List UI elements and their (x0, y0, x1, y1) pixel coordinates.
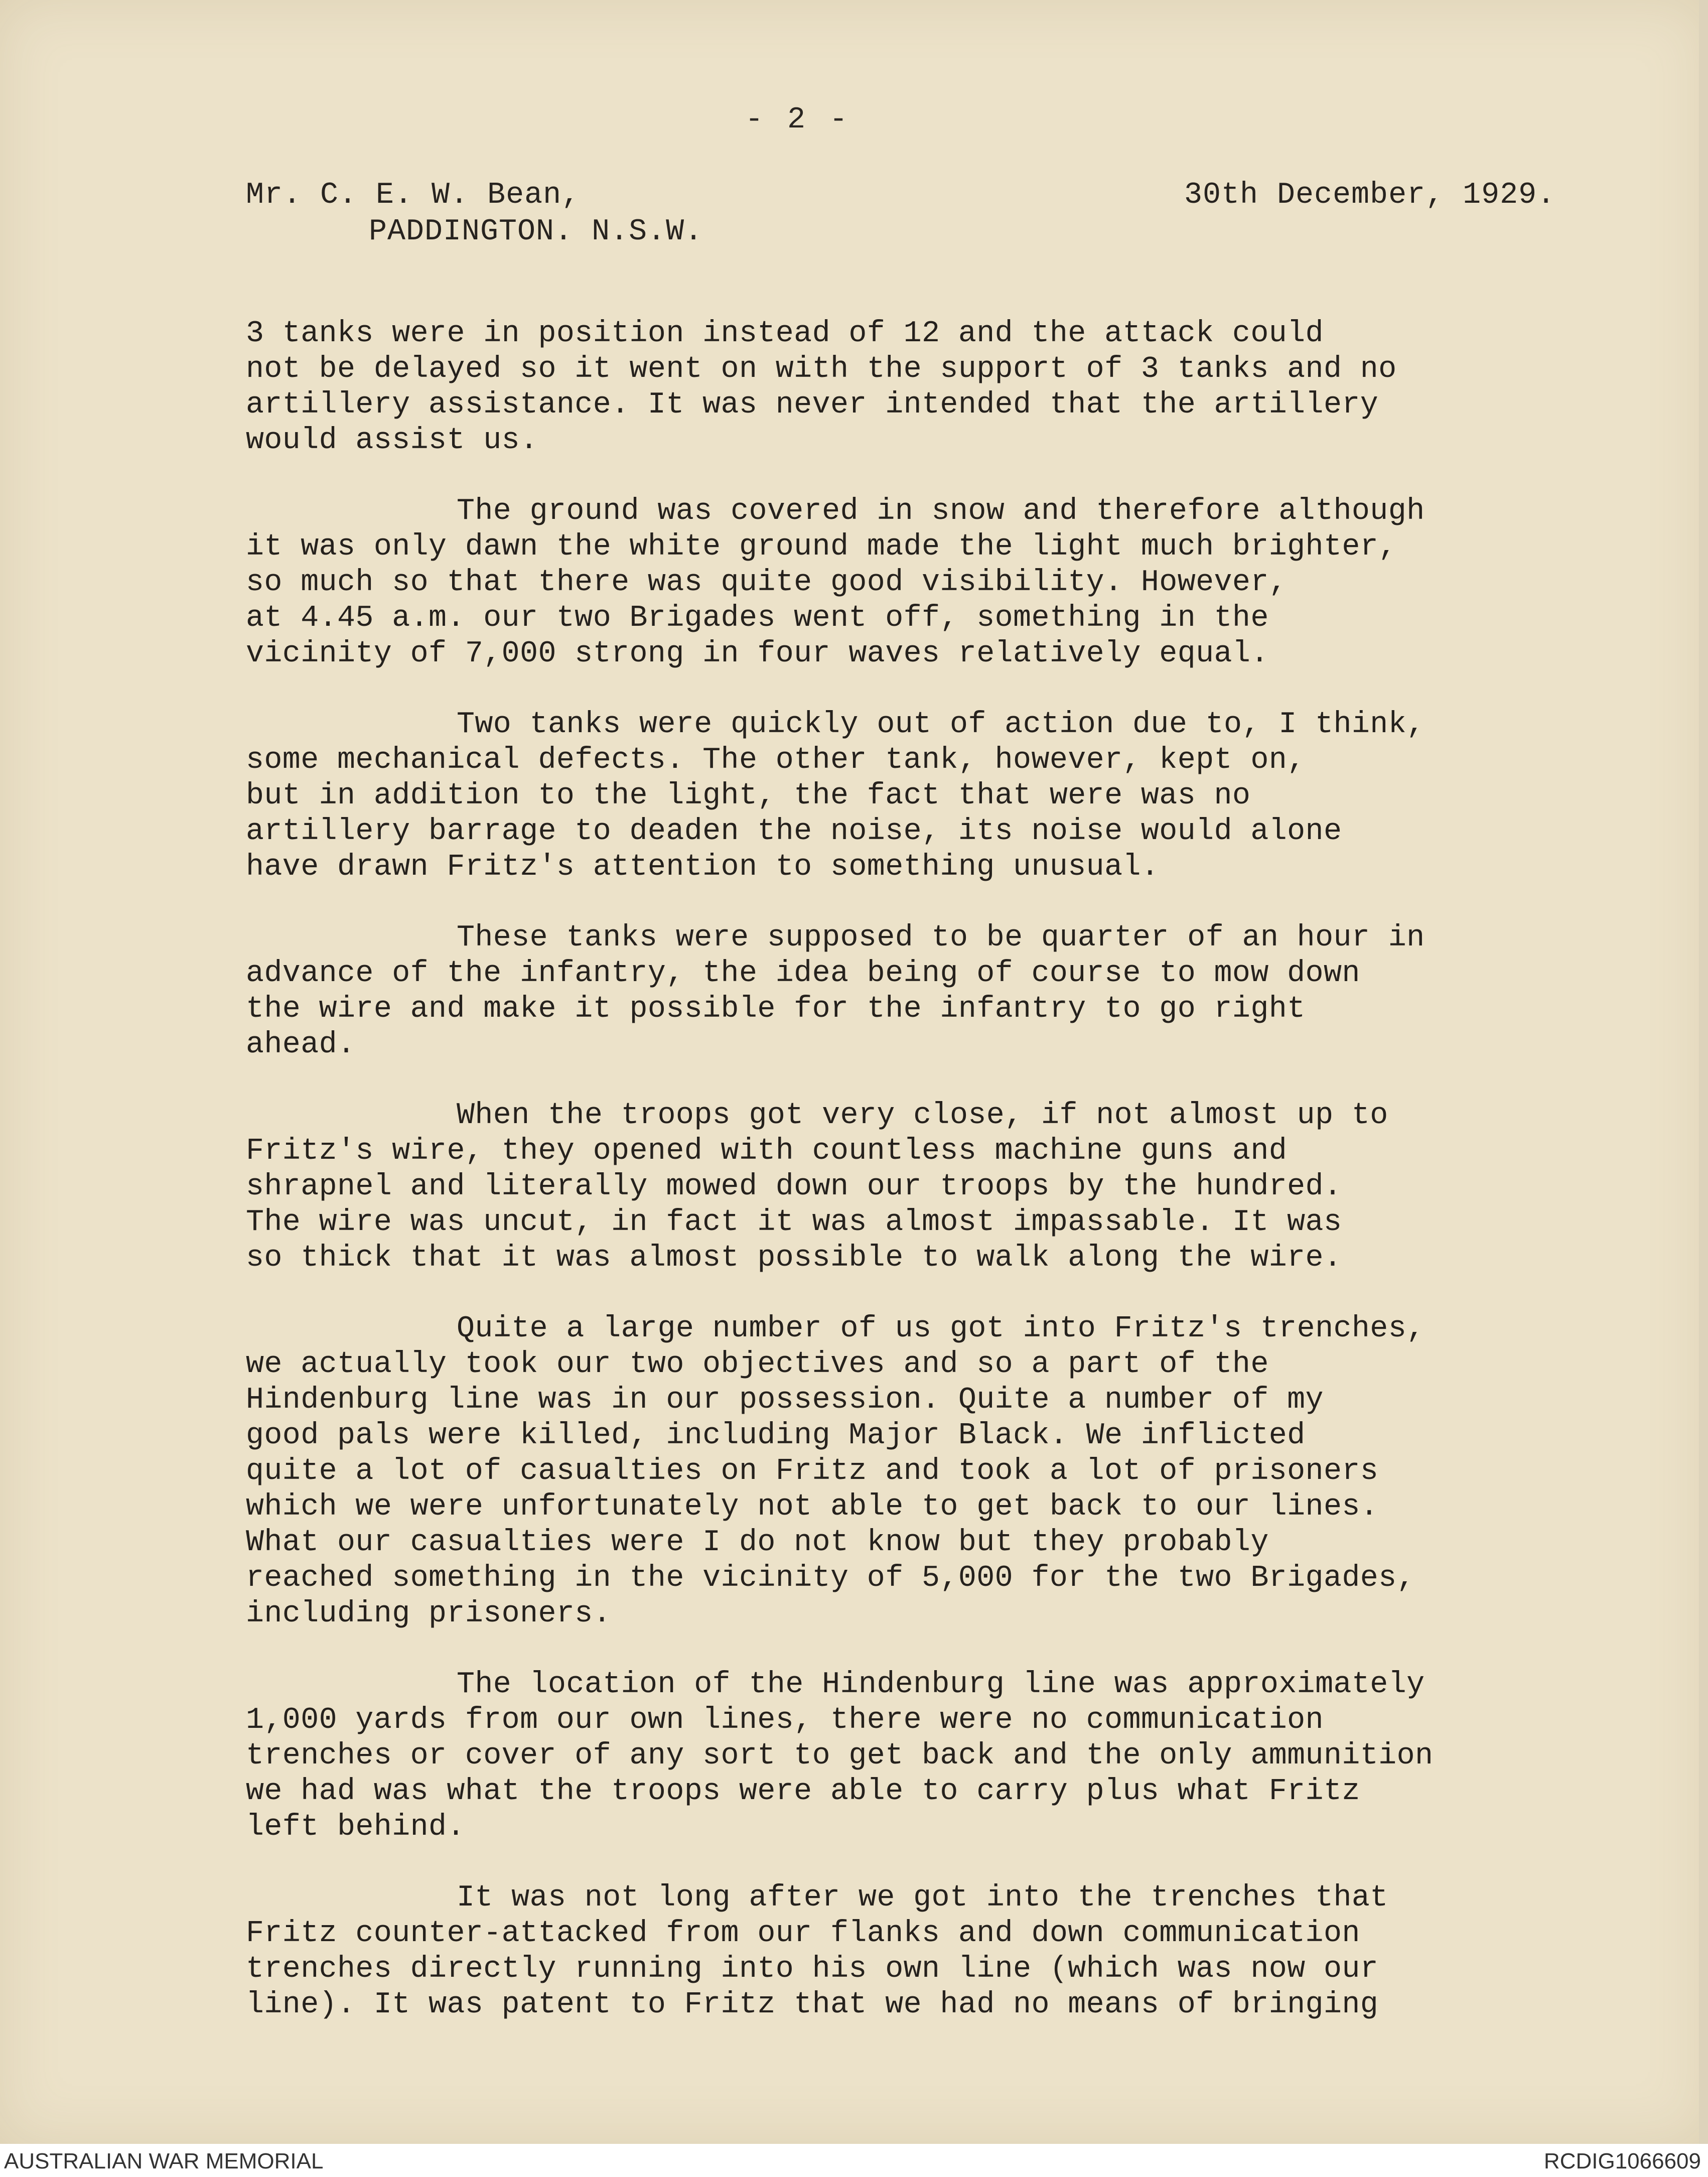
institution-name: AUSTRALIAN WAR MEMORIAL (4, 2149, 324, 2173)
paragraph-6: Quite a large number of us got into Fritz's trenches, we actually took our two objectives and so a part of the Hindenburg line was in our possession. Quite a number of my good pals were killed, including Major Black. We inflicted quite a lot of casualties on Fritz and took a lot of prisoners which we were unfortunately not able to get back to our lines. What our casualties were I do not know but they probably reached something in the vicinity of 5,000 for the two Brigades, including prisoners. (246, 1312, 1425, 1631)
letter-body (246, 316, 1631, 2058)
letter-date: 30th December, 1929. (1184, 178, 1556, 212)
paragraph-8: It was not long after we got into the trenches that Fritz counter-attacked from our flanks and down communication trenches directly running into his own line (which was now our line). It was patent to Fritz that we had no means of bringing (246, 1881, 1388, 2022)
page-edge (1699, 0, 1708, 2144)
paragraph-3: Two tanks were quickly out of action due to, I think, some mechanical defects. The other tank, however, kept on, but in addition to the light, the fact that were was no artillery barrage to deaden the noise, its noise would alone have drawn Fritz's attention to something unusual. (246, 708, 1425, 884)
addressee: Mr. C. E. W. Bean, (246, 178, 581, 212)
paragraph-5: When the troops got very close, if not almost up to Fritz's wire, they opened with countless machine guns and shrapnel and literally mowed down our troops by the hundred. The wire was uncut, in fact it was almost impassable. It was so thick that it was almost possible to walk along the wire. (246, 1099, 1388, 1275)
addressee-location: PADDINGTON. N.S.W. (369, 215, 703, 249)
page-number: - 2 - (745, 103, 851, 137)
paragraph-4: These tanks were supposed to be quarter of an hour in advance of the infantry, the idea being of course to mow down the wire and make it possible for the infantry to go right ahead. (246, 921, 1425, 1062)
archive-reference: RCDIG1066609 (1543, 2149, 1701, 2173)
archive-footer (0, 2144, 1708, 2177)
paragraph-7: The location of the Hindenburg line was approximately 1,000 yards from our own lines, there were no communication trenches or cover of any sort to get back and the only ammunition we had was what the troops were able to carry plus what Fritz left behind. (246, 1668, 1434, 1844)
paragraph-2: The ground was covered in snow and therefore although it was only dawn the white ground made the light much brighter, so much so that there was quite good visibility. However, at 4.45 a.m. our two Brigades went off, something in the vicinity of 7,000 strong in four waves relatively equal. (246, 494, 1425, 671)
paragraph-1: 3 tanks were in position instead of 12 and the attack could not be delayed so it went on with the support of 3 tanks and no artillery assistance. It was never intended that the artillery would assist us. (246, 317, 1397, 458)
